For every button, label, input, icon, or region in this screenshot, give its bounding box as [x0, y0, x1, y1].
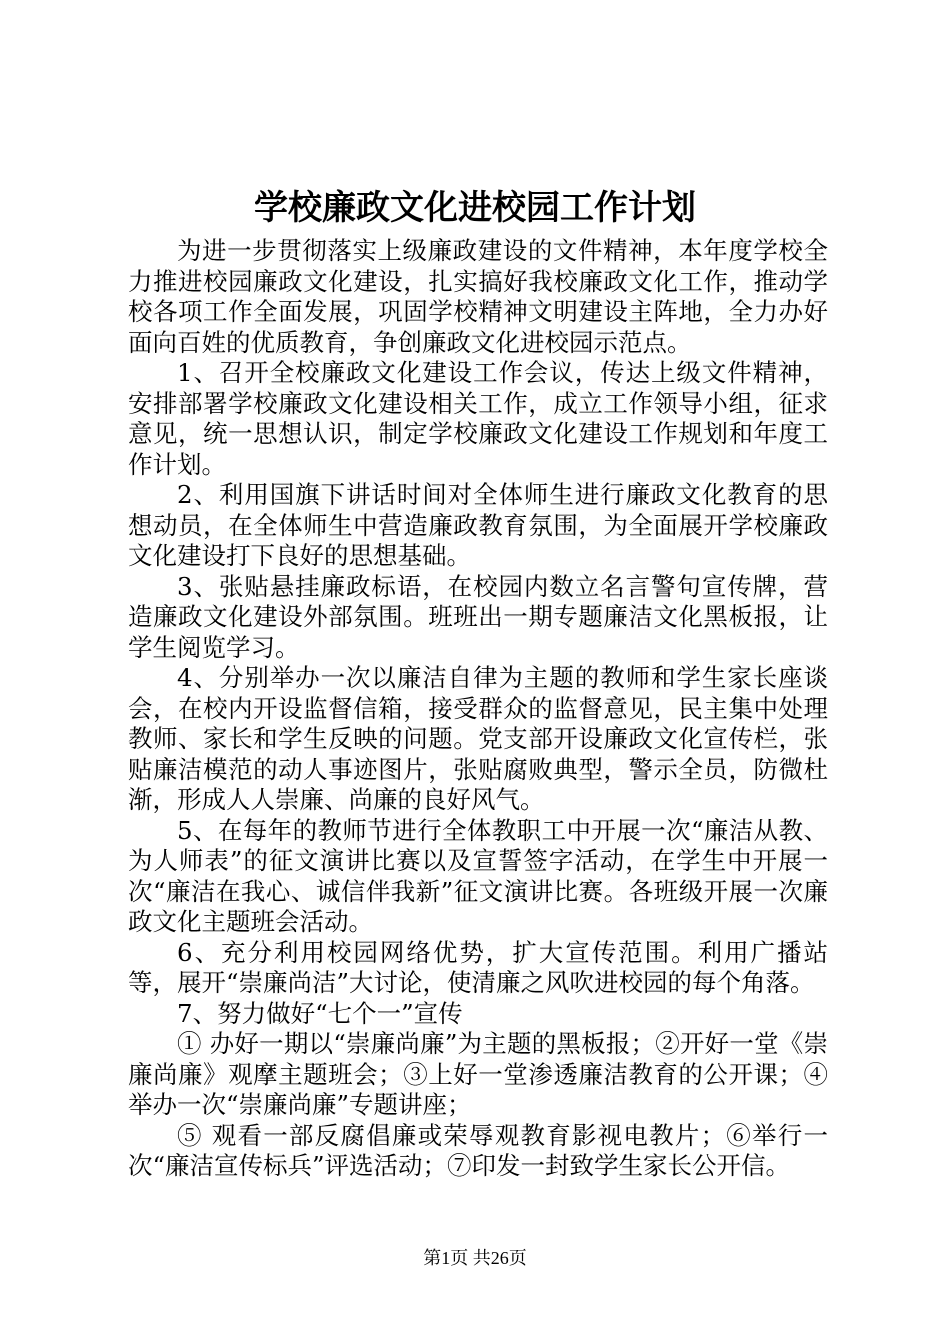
paragraph-item-5: 5、在每年的教师节进行全体教职工中开展一次“廉洁从教、为人师表”的征文演讲比赛以及宣誓签字活动，在学生中开展一次“廉洁在我心、诚信伴我新”征文演讲比赛。各班级开展一次廉政文化主题班会活动。 [128, 815, 828, 936]
paragraph-sub-list-a: ① 办好一期以“崇廉尚廉”为主题的黑板报；②开好一堂《崇廉尚廉》观摩主题班会；③上好一堂渗透廉洁教育的公开课；④举办一次“崇廉尚廉”专题讲座； [128, 1029, 828, 1119]
page-footer: 第1页 共26页 [423, 1248, 527, 1268]
document-body [128, 236, 828, 1182]
document-title: 学校廉政文化进校园工作计划 [254, 188, 696, 228]
paragraph-item-6: 6、充分利用校园网络优势，扩大宣传范围。利用广播站等，展开“崇廉尚洁”大讨论，使清廉之风吹进校园的每个角落。 [128, 937, 828, 997]
paragraph-item-7: 7、努力做好“七个一”宣传 [177, 998, 463, 1028]
paragraph-sub-list-b: ⑤ 观看一部反腐倡廉或荣辱观教育影视电教片；⑥举行一次“廉洁宣传标兵”评选活动；⑦印发一封致学生家长公开信。 [128, 1120, 828, 1180]
paragraph-intro: 为进一步贯彻落实上级廉政建设的文件精神，本年度学校全力推进校园廉政文化建设，扎实搞好我校廉政文化工作，推动学校各项工作全面发展，巩固学校精神文明建设主阵地，全力办好面向百姓的优质教育，争创廉政文化进校园示范点。 [128, 236, 828, 357]
paragraph-item-4: 4、分别举办一次以廉洁自律为主题的教师和学生家长座谈会，在校内开设监督信箱，接受群众的监督意见，民主集中处理教师、家长和学生反映的问题。党支部开设廉政文化宣传栏，张贴廉洁模范的动人事迹图片，张贴腐败典型，警示全员，防微杜渐，形成人人崇廉、尚廉的良好风气。 [128, 663, 828, 814]
paragraph-item-3: 3、张贴悬挂廉政标语，在校园内数立名言警句宣传牌，营造廉政文化建设外部氛围。班班出一期专题廉洁文化黑板报，让学生阅览学习。 [128, 571, 828, 662]
paragraph-item-1: 1、召开全校廉政文化建设工作会议，传达上级文件精神，安排部署学校廉政文化建设相关工作，成立工作领导小组，征求意见，统一思想认识，制定学校廉政文化建设工作规划和年度工作计划。 [128, 358, 828, 479]
paragraph-item-2: 2、利用国旗下讲话时间对全体师生进行廉政文化教育的思想动员，在全体师生中营造廉政教育氛围，为全面展开学校廉政文化建设打下良好的思想基础。 [128, 480, 828, 570]
